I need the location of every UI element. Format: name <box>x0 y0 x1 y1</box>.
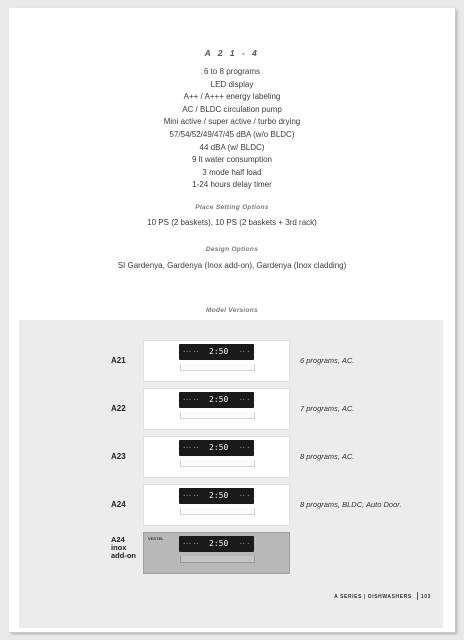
model-versions-panel <box>19 320 443 628</box>
program-indicators: ••• •• <box>183 349 200 354</box>
model-name: A24 <box>111 500 126 509</box>
page-footer <box>334 592 431 600</box>
display-time: 2:50 <box>209 395 229 404</box>
feature-item: 3 mode half load <box>202 167 262 177</box>
catalog-page <box>9 8 455 632</box>
model-row <box>19 340 443 384</box>
model-name-line: A24 <box>111 535 125 544</box>
door-handle <box>180 508 255 515</box>
model-description: 6 programs, AC. <box>300 356 355 365</box>
product-title: A 2 1 - 4 <box>204 48 260 58</box>
control-panel-image <box>143 484 290 526</box>
feature-item: 44 dBA (w/ BLDC) <box>199 142 265 152</box>
model-row <box>19 532 443 576</box>
led-display <box>179 488 254 504</box>
model-row <box>19 436 443 480</box>
program-indicators: ••• •• <box>183 445 200 450</box>
model-description: 8 programs, BLDC, Auto Door. <box>300 500 402 509</box>
feature-item: 9 lt water consumption <box>191 155 273 165</box>
display-time: 2:50 <box>209 491 229 500</box>
option-indicators: •• • <box>239 493 250 498</box>
feature-item: LED display <box>210 79 254 89</box>
model-name-line: add-on <box>111 551 136 560</box>
control-panel-image <box>143 532 290 574</box>
display-time: 2:50 <box>209 347 229 356</box>
option-indicators: •• • <box>239 397 250 402</box>
brand-logo: VESTEL <box>148 536 164 541</box>
place-setting-text: 10 PS (2 baskets), 10 PS (2 baskets + 3rd rack) <box>147 218 317 227</box>
control-panel-image <box>143 340 290 382</box>
door-handle <box>180 460 255 467</box>
control-panel-image <box>143 388 290 430</box>
program-indicators: ••• •• <box>183 397 200 402</box>
footer-section-label: A SERIES | DISHWASHERS <box>334 594 412 600</box>
display-time: 2:50 <box>209 539 229 548</box>
footer-divider <box>417 592 418 600</box>
option-indicators: •• • <box>239 541 250 546</box>
feature-item: 57/54/52/49/47/45 dBA (w/o BLDC) <box>169 129 295 139</box>
model-description: 7 programs, AC. <box>300 404 355 413</box>
model-versions-heading: Model Versions <box>206 307 258 314</box>
display-time: 2:50 <box>209 443 229 452</box>
option-indicators: •• • <box>239 445 250 450</box>
control-panel-image <box>143 436 290 478</box>
design-options-heading: Design Options <box>205 246 259 253</box>
led-display <box>179 392 254 408</box>
door-handle <box>180 556 255 563</box>
led-display <box>179 440 254 456</box>
feature-list <box>9 66 455 192</box>
led-display <box>179 536 254 552</box>
feature-item: 1-24 hours delay timer <box>192 180 272 190</box>
option-indicators: •• • <box>239 349 250 354</box>
program-indicators: ••• •• <box>183 541 200 546</box>
design-options-text: SI Gardenya, Gardenya (Inox add-on), Gardenya (Inox cladding) <box>117 261 347 270</box>
model-name-line: inox <box>111 543 127 552</box>
door-handle <box>180 364 255 371</box>
feature-item: Mini active / super active / turbo drying <box>163 117 301 127</box>
page-number: 103 <box>420 594 431 600</box>
led-display <box>179 344 254 360</box>
model-row <box>19 388 443 432</box>
model-name: A21 <box>111 356 126 365</box>
feature-item: A++ / A+++ energy labeling <box>183 92 281 102</box>
model-description: 8 programs, AC. <box>300 452 355 461</box>
model-row <box>19 484 443 528</box>
feature-item: 6 to 8 programs <box>203 67 261 76</box>
model-name: A22 <box>111 404 126 413</box>
place-setting-heading: Place Setting Options <box>195 204 269 211</box>
model-name <box>111 536 136 560</box>
program-indicators: ••• •• <box>183 493 200 498</box>
model-name: A23 <box>111 452 126 461</box>
door-handle <box>180 412 255 419</box>
feature-item: AC / BLDC circulation pump <box>182 104 282 114</box>
